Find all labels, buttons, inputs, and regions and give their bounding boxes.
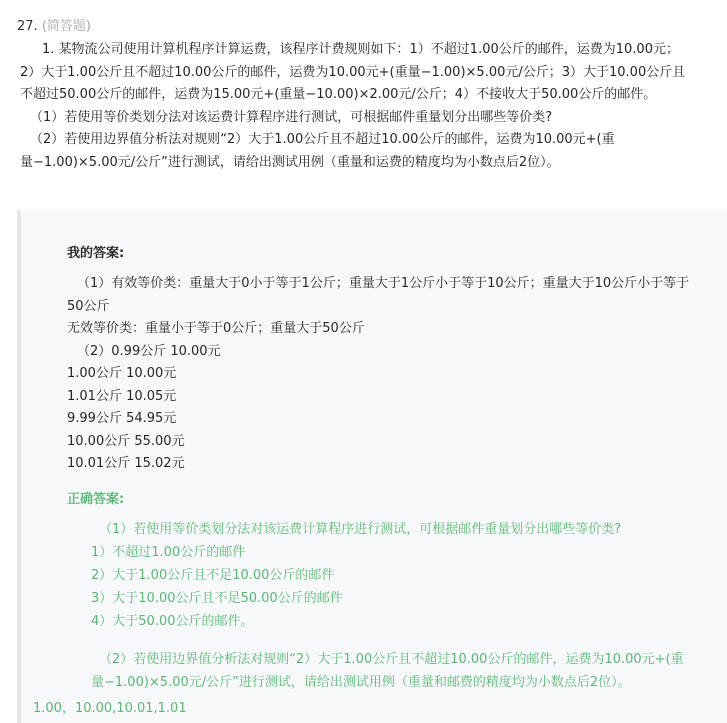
question-line: （1）若使用等价类划分法对该运费计算程序进行测试，可根据邮件重量划分出哪些等价类? — [30, 109, 553, 125]
correct-answer-content — [91, 518, 727, 694]
my-answer-line: （1）有效等价类：重量大于0小于等于1公斤；重量大于1公斤小于等于10公斤；重量大于10公斤小于等于 — [77, 276, 690, 291]
question-type: (简答题) — [41, 19, 91, 34]
correct-part1-heading: （1）若使用等价类划分法对该运费计算程序进行测试，可根据邮件重量划分出哪些等价类? — [99, 522, 622, 537]
correct-part1-item: 3）大于10.00公斤且不足50.00公斤的邮件 — [91, 591, 343, 606]
correct-part1-item: 1）不超过1.00公斤的邮件 — [91, 545, 246, 560]
my-answer-line: 1.00公斤 10.00元 — [67, 366, 177, 381]
my-answer-line: 50公斤 — [67, 298, 110, 314]
my-answer-line: 10.01公斤 15.02元 — [67, 456, 185, 471]
correct-part2-line: 量−1.00)×5.00元/公斤”进行测试，请给出测试用例（重量和邮费的精度均为小数点后2位）。 — [91, 675, 631, 690]
correct-part2-line: （2）若使用边界值分析法对规则“2）大于1.00公斤且不超过10.00公斤的邮件，运费为10.00元+(重 — [99, 652, 684, 667]
question-line: 不超过50.00公斤的邮件，运费为15.00元+(重量−10.00)×2.00元/公斤；4）不接收大于50.00公斤的邮件。 — [20, 87, 657, 102]
my-answer-line: 无效等价类：重量小于等于0公斤；重量大于50公斤 — [67, 321, 365, 336]
my-answer-line: 10.00公斤 55.00元 — [67, 433, 185, 449]
my-answer-line: （2）0.99公斤 10.00元 — [77, 343, 221, 359]
my-answer-line: 1.01公斤 10.05元 — [67, 388, 177, 404]
my-answer-content — [67, 273, 727, 476]
correct-part1-item: 2）大于1.00公斤且不足10.00公斤的邮件 — [91, 568, 335, 583]
question-line: 1. 某物流公司使用计算机程序计算运费，该程序计费规则如下：1）不超过1.00公斤的邮件，运费为10.00元； — [42, 42, 679, 57]
question-line: （2）若使用边界值分析法对规则“2）大于1.00公斤且不超过10.00公斤的邮件，运费为10.00元+(重 — [30, 132, 615, 147]
question-number: 27. — [17, 19, 38, 34]
question-header — [17, 17, 91, 37]
my-answer-line: 9.99公斤 54.95元 — [67, 411, 177, 426]
question-line: 2）大于1.00公斤且不超过10.00公斤的邮件，运费为10.00元+(重量−1.00)×5.00元/公斤；3）大于10.00公斤且 — [20, 64, 686, 80]
correct-part1-item: 4）大于50.00公斤的邮件。 — [91, 614, 254, 629]
correct-answer-title: 正确答案: — [67, 492, 125, 507]
answer-panel — [17, 210, 727, 723]
question-line: 量−1.00)×5.00元/公斤”进行测试，请给出测试用例（重量和运费的精度均为小数点后2位）。 — [20, 154, 560, 170]
my-answer-title: 我的答案: — [67, 246, 125, 261]
correct-part2-answer: 1.00，10.00,10.01,1.01 — [33, 701, 187, 716]
question-body — [20, 39, 722, 174]
